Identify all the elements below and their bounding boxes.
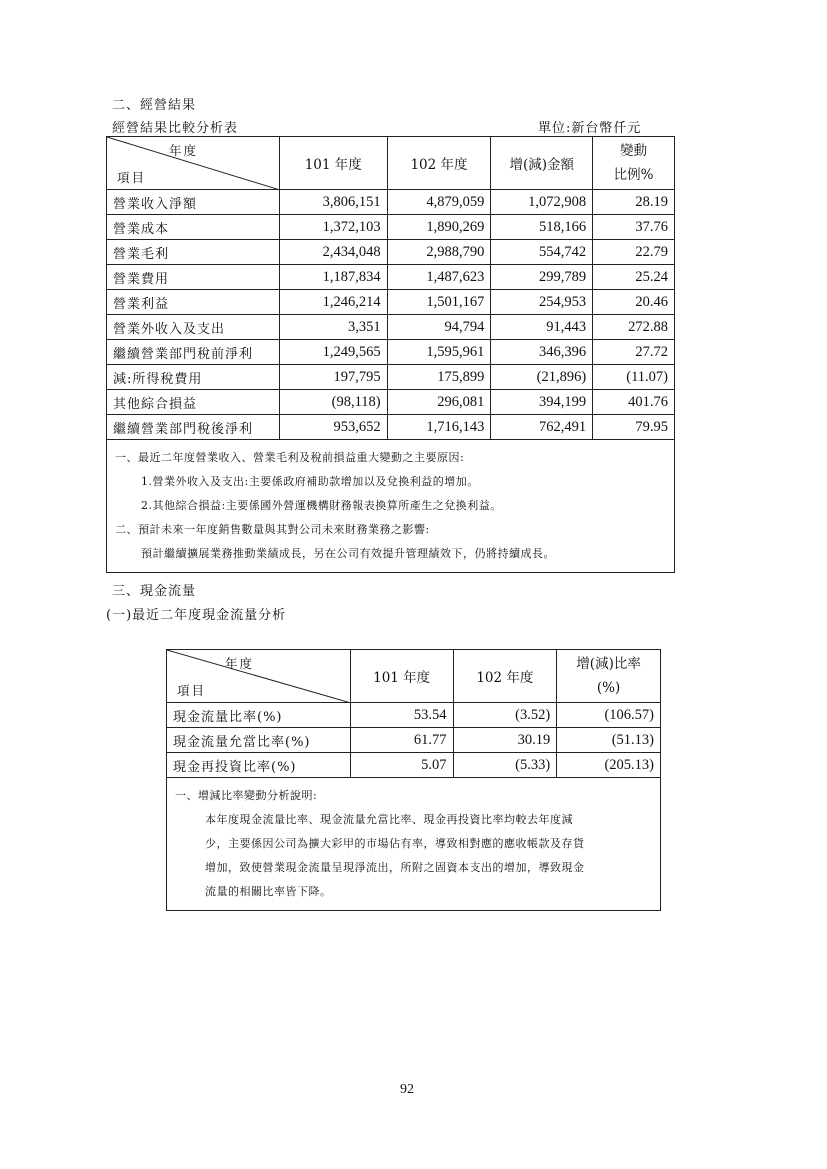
- note-line: 二、預計未來一年度銷售數量與其對公司未來財務業務之影響:: [115, 523, 430, 536]
- diagonal-header-cell: [167, 650, 351, 703]
- unit-label: 單位:新台幣仟元: [538, 121, 642, 136]
- cell-102: 4,879,059: [387, 190, 491, 215]
- col-header-pct: [593, 137, 675, 190]
- table-row: [107, 190, 675, 215]
- notes-cell: [107, 440, 675, 573]
- col-header-101: 101 年度: [279, 137, 387, 190]
- cell-101: 5.07: [350, 753, 453, 778]
- row-label: 營業成本: [107, 215, 280, 240]
- cell-102: (3.52): [453, 703, 557, 728]
- cell-101: 1,187,834: [279, 265, 387, 290]
- row-label: 營業費用: [107, 265, 280, 290]
- cell-101: 1,249,565: [279, 340, 387, 365]
- cell-102: 1,595,961: [387, 340, 491, 365]
- cash-flow-table: [166, 649, 661, 911]
- item-label: 項目: [117, 170, 147, 185]
- note-line: 1.營業外收入及支出:主要係政府補助款增加以及兌換利益的增加。: [141, 475, 479, 488]
- cell-diff: (106.57): [557, 703, 661, 728]
- cell-diff: 91,443: [491, 315, 593, 340]
- cell-102: 175,899: [387, 365, 491, 390]
- col-header-102: 102 年度: [453, 650, 557, 703]
- notes-row: [107, 440, 675, 573]
- cell-diff: (51.13): [557, 728, 661, 753]
- table-row: [107, 290, 675, 315]
- cell-101: 61.77: [350, 728, 453, 753]
- cell-diff: 1,072,908: [491, 190, 593, 215]
- cell-diff: 554,742: [491, 240, 593, 265]
- row-label: 繼續營業部門稅後淨利: [107, 415, 280, 440]
- cell-pct: 25.24: [593, 265, 675, 290]
- cell-pct: (11.07): [593, 365, 675, 390]
- col-header-102: 102 年度: [387, 137, 491, 190]
- row-label: 現金流量允當比率(%): [167, 728, 351, 753]
- year-label: 年度: [169, 143, 199, 158]
- row-label: 現金再投資比率(%): [167, 753, 351, 778]
- notes-row: [167, 778, 661, 911]
- row-label: 營業利益: [107, 290, 280, 315]
- table-row: [167, 728, 661, 753]
- table-row: [107, 265, 675, 290]
- year-label: 年度: [225, 656, 255, 671]
- cell-diff: (21,896): [491, 365, 593, 390]
- row-label: 營業外收入及支出: [107, 315, 280, 340]
- cell-diff: 254,953: [491, 290, 593, 315]
- cell-diff: (205.13): [557, 753, 661, 778]
- note-line: 預計繼續擴展業務推動業績成長，另在公司有效提升管理績效下，仍將持續成長。: [141, 547, 555, 560]
- table-row: [107, 415, 675, 440]
- note-title: 一、增減比率變動分析說明:: [175, 789, 318, 802]
- cell-pct: 22.79: [593, 240, 675, 265]
- cell-pct: 20.46: [593, 290, 675, 315]
- section-heading: 三、現金流量: [112, 584, 197, 599]
- cell-101: 1,372,103: [279, 215, 387, 240]
- cell-102: (5.33): [453, 753, 557, 778]
- cell-diff: 394,199: [491, 390, 593, 415]
- table-header-row: [107, 137, 675, 190]
- notes-cell: [167, 778, 661, 911]
- col-header-ratio-line2: (%): [596, 680, 621, 696]
- cell-101: 53.54: [350, 703, 453, 728]
- table-header-row: [167, 650, 661, 703]
- row-label: 減:所得稅費用: [107, 365, 280, 390]
- table-row: [107, 215, 675, 240]
- cell-pct: 27.72: [593, 340, 675, 365]
- cell-102: 296,081: [387, 390, 491, 415]
- cell-diff: 299,789: [491, 265, 593, 290]
- note-line: 增加，致使營業現金流量呈現淨流出，所附之固資本支出的增加，導致現金: [205, 861, 585, 874]
- cell-pct: 401.76: [593, 390, 675, 415]
- cell-102: 1,716,143: [387, 415, 491, 440]
- cell-102: 30.19: [453, 728, 557, 753]
- table-row: [107, 340, 675, 365]
- cell-pct: 37.76: [593, 215, 675, 240]
- note-line: 一、最近二年度營業收入、營業毛利及稅前損益重大變動之主要原因:: [115, 451, 465, 464]
- cell-101: 2,434,048: [279, 240, 387, 265]
- table-row: [107, 315, 675, 340]
- section-heading: 二、經營結果: [112, 98, 197, 113]
- col-header-ratio-line1: 增(減)比率: [576, 656, 641, 672]
- cell-101: 3,351: [279, 315, 387, 340]
- cell-pct: 79.95: [593, 415, 675, 440]
- sub-heading: (一)最近二年度現金流量分析: [106, 608, 287, 623]
- cell-101: 1,246,214: [279, 290, 387, 315]
- row-label: 營業收入淨額: [107, 190, 280, 215]
- cell-diff: 762,491: [491, 415, 593, 440]
- item-label: 項目: [177, 683, 207, 698]
- row-label: 營業毛利: [107, 240, 280, 265]
- table-row: [107, 240, 675, 265]
- page-number: 92: [400, 1082, 414, 1097]
- col-header-diff: 增(減)金額: [491, 137, 593, 190]
- cell-diff: 518,166: [491, 215, 593, 240]
- row-label: 繼續營業部門稅前淨利: [107, 340, 280, 365]
- cell-101: (98,118): [279, 390, 387, 415]
- cell-102: 94,794: [387, 315, 491, 340]
- operating-results-table: [106, 136, 675, 573]
- cell-pct: 28.19: [593, 190, 675, 215]
- note-line: 流量的相關比率皆下降。: [205, 885, 332, 898]
- table-row: [107, 390, 675, 415]
- note-line: 2.其他綜合損益:主要係國外營運機構財務報表換算所產生之兌換利益。: [141, 499, 502, 512]
- cell-102: 1,487,623: [387, 265, 491, 290]
- col-header-pct-line2: 比例%: [613, 167, 654, 183]
- cell-diff: 346,396: [491, 340, 593, 365]
- cell-102: 1,890,269: [387, 215, 491, 240]
- col-header-pct-line1: 變動: [620, 143, 648, 159]
- note-line: 本年度現金流量比率、現金流量允當比率、現金再投資比率均較去年度減: [205, 813, 573, 826]
- table-row: [167, 703, 661, 728]
- diagonal-header-cell: [107, 137, 280, 190]
- row-label: 其他綜合損益: [107, 390, 280, 415]
- note-line: 少，主要係因公司為擴大彩甲的市場佔有率，導致相對應的應收帳款及存貨: [205, 837, 585, 850]
- table-row: [107, 365, 675, 390]
- table-row: [167, 753, 661, 778]
- cell-101: 197,795: [279, 365, 387, 390]
- row-label: 現金流量比率(%): [167, 703, 351, 728]
- col-header-ratio: [557, 650, 661, 703]
- cell-101: 953,652: [279, 415, 387, 440]
- cell-102: 1,501,167: [387, 290, 491, 315]
- table-title: 經營結果比較分析表: [112, 121, 239, 136]
- col-header-101: 101 年度: [350, 650, 453, 703]
- cell-101: 3,806,151: [279, 190, 387, 215]
- cell-102: 2,988,790: [387, 240, 491, 265]
- cell-pct: 272.88: [593, 315, 675, 340]
